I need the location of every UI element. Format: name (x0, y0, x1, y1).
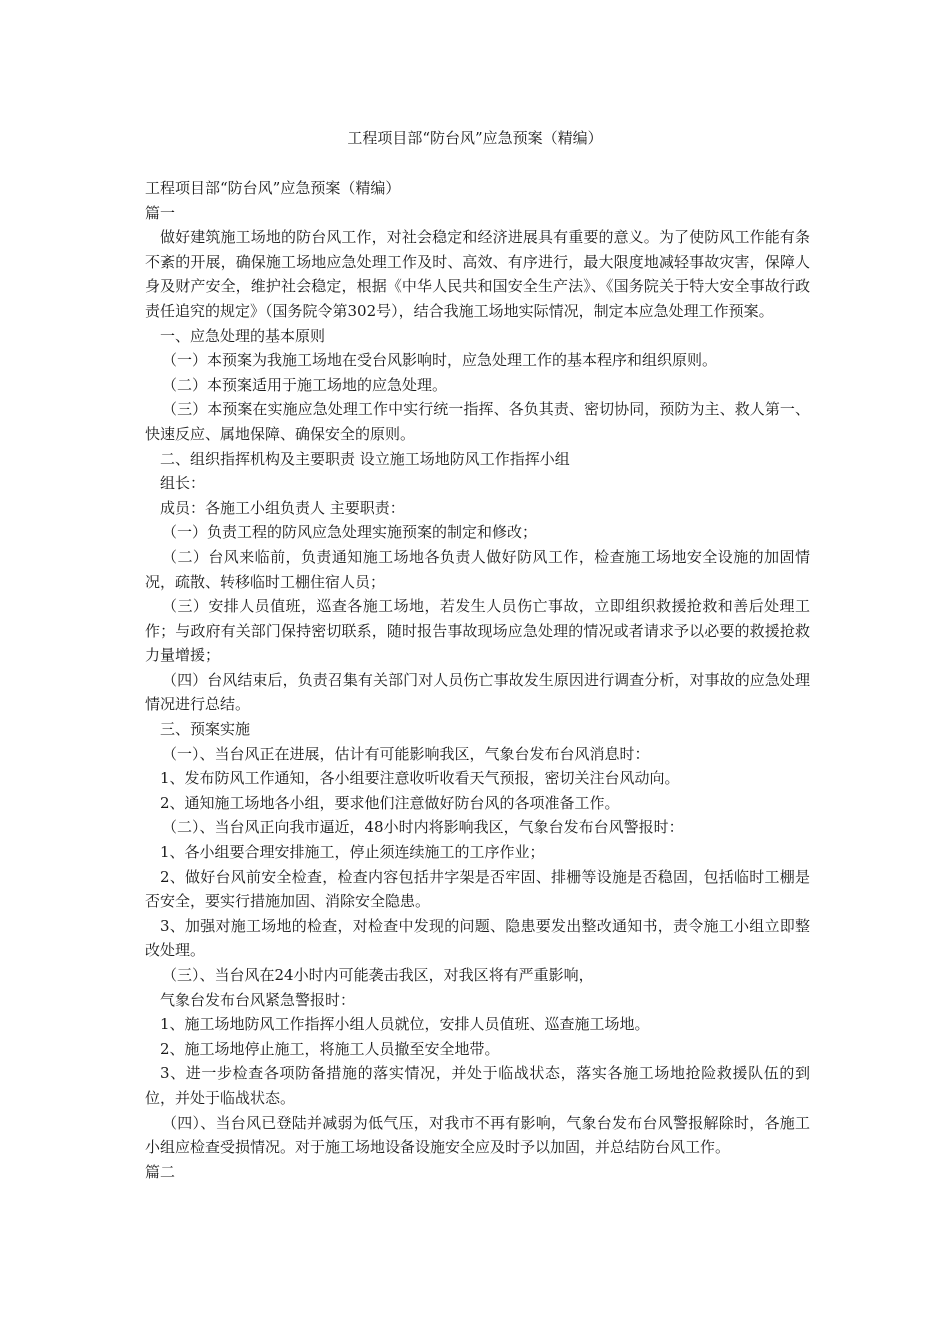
leader-line: 组长： (160, 474, 206, 493)
stage-3-item-3: 3、进一步检查各项防备措施的落实情况，并处于临战状态，落实各施工场地抢险救援队伍的到位，并处于临战状态。 (145, 1064, 810, 1107)
heading-principles: 一、应急处理的基本原则 (160, 326, 326, 345)
principle-item-3: （三）本预案在实施应急处理工作中实行统一指挥、各负其责、密切协同，预防为主、救人第一、快速反应、属地保障、确保安全的原则。 (145, 400, 810, 443)
duty-item-2: （二）台风来临前，负责通知施工场地各负责人做好防风工作，检查施工场地安全设施的加固情况，疏散、转移临时工棚住宿人员； (145, 547, 810, 591)
stage-1-item-2: 2、通知施工场地各小组，要求他们注意做好防台风的各项准备工作。 (160, 793, 620, 812)
principle-item-2: （二）本预案适用于施工场地的应急处理。 (162, 375, 448, 394)
stage-3-item-1: 1、施工场地防风工作指挥小组人员就位，安排人员值班、巡查施工场地。 (160, 1015, 650, 1034)
document-body (145, 176, 810, 1184)
stage-3-heading: （三）、当台风在24小时内可能袭击我区，对我区将有严重影响， (162, 966, 594, 984)
stage-2-item-3: 3、加强对施工场地的检查，对检查中发现的问题、隐患要发出整改通知书，责令施工小组立即整改处理。 (145, 916, 810, 960)
stage-2-item-1: 1、各小组要合理安排施工，停止须连续施工的工序作业； (160, 843, 545, 862)
principle-item-1: （一）本预案为我施工场地在受台风影响时，应急处理工作的基本程序和组织原则。 (162, 351, 718, 370)
stage-4-paragraph: （四）、当台风已登陆并减弱为低气压，对我市不再有影响，气象台发布台风警报解除时，各施工小组应检查受损情况。对于施工场地设备设施安全应及时予以加固，并总结防台风工作。 (145, 1113, 810, 1157)
stage-3-heading-cont: 气象台发布台风紧急警报时： (160, 990, 356, 1009)
heading-implementation: 三、预案实施 (160, 720, 251, 739)
section-label-part-1: 篇一 (145, 203, 176, 222)
body-heading: 工程项目部“防台风”应急预案（精编） (145, 179, 401, 197)
stage-2-heading: （二）、当台风正向我市逼近，48小时内将影响我区，气象台发布台风警报时： (162, 818, 684, 837)
heading-organization: 二、组织指挥机构及主要职责 设立施工场地防风工作指挥小组 (160, 449, 570, 468)
members-line: 成员：各施工小组负责人 主要职责： (160, 498, 405, 517)
document-title: 工程项目部“防台风”应急预案（精编） (347, 129, 603, 147)
stage-1-item-1: 1、发布防风工作通知，各小组要注意收听收看天气预报，密切关注台风动向。 (160, 769, 680, 788)
duty-item-1: （一）负责工程的防风应急处理实施预案的制定和修改； (162, 523, 538, 542)
stage-2-item-2: 2、做好台风前安全检查，检查内容包括井字架是否牢固、排栅等设施是否稳固，包括临时工棚是否安全，要实行措施加固、消除安全隐患。 (145, 867, 810, 911)
duty-item-3: （三）安排人员值班，巡查各施工场地，若发生人员伤亡事故，立即组织救援抢救和善后处理工作；与政府有关部门保持密切联系，随时报告事故现场应急处理的情况或者请求予以必要的救援抢救力量增援； (145, 597, 810, 665)
duty-item-4: （四）台风结束后，负责召集有关部门对人员伤亡事故发生原因进行调查分析，对事故的应急处理情况进行总结。 (145, 670, 810, 714)
stage-3-item-2: 2、施工场地停止施工，将施工人员撤至安全地带。 (160, 1039, 500, 1058)
intro-paragraph: 做好建筑施工场地的防台风工作，对社会稳定和经济进展具有重要的意义。为了使防风工作能有条不紊的开展，确保施工场地应急处理工作及时、高效、有序进行，最大限度地减轻事故灾害，保障人身及财产安全，维护社会稳定，根据《中华人民共和国安全生产法》、《国务院关于特大安全事故行政责任追究的规定》（国务院令第302号），结合我施工场地实际情况，制定本应急处理工作预案。 (145, 228, 810, 320)
section-label-part-2: 篇二 (145, 1162, 176, 1181)
stage-1-heading: （一）、当台风正在进展，估计有可能影响我区，气象台发布台风消息时： (162, 744, 650, 763)
